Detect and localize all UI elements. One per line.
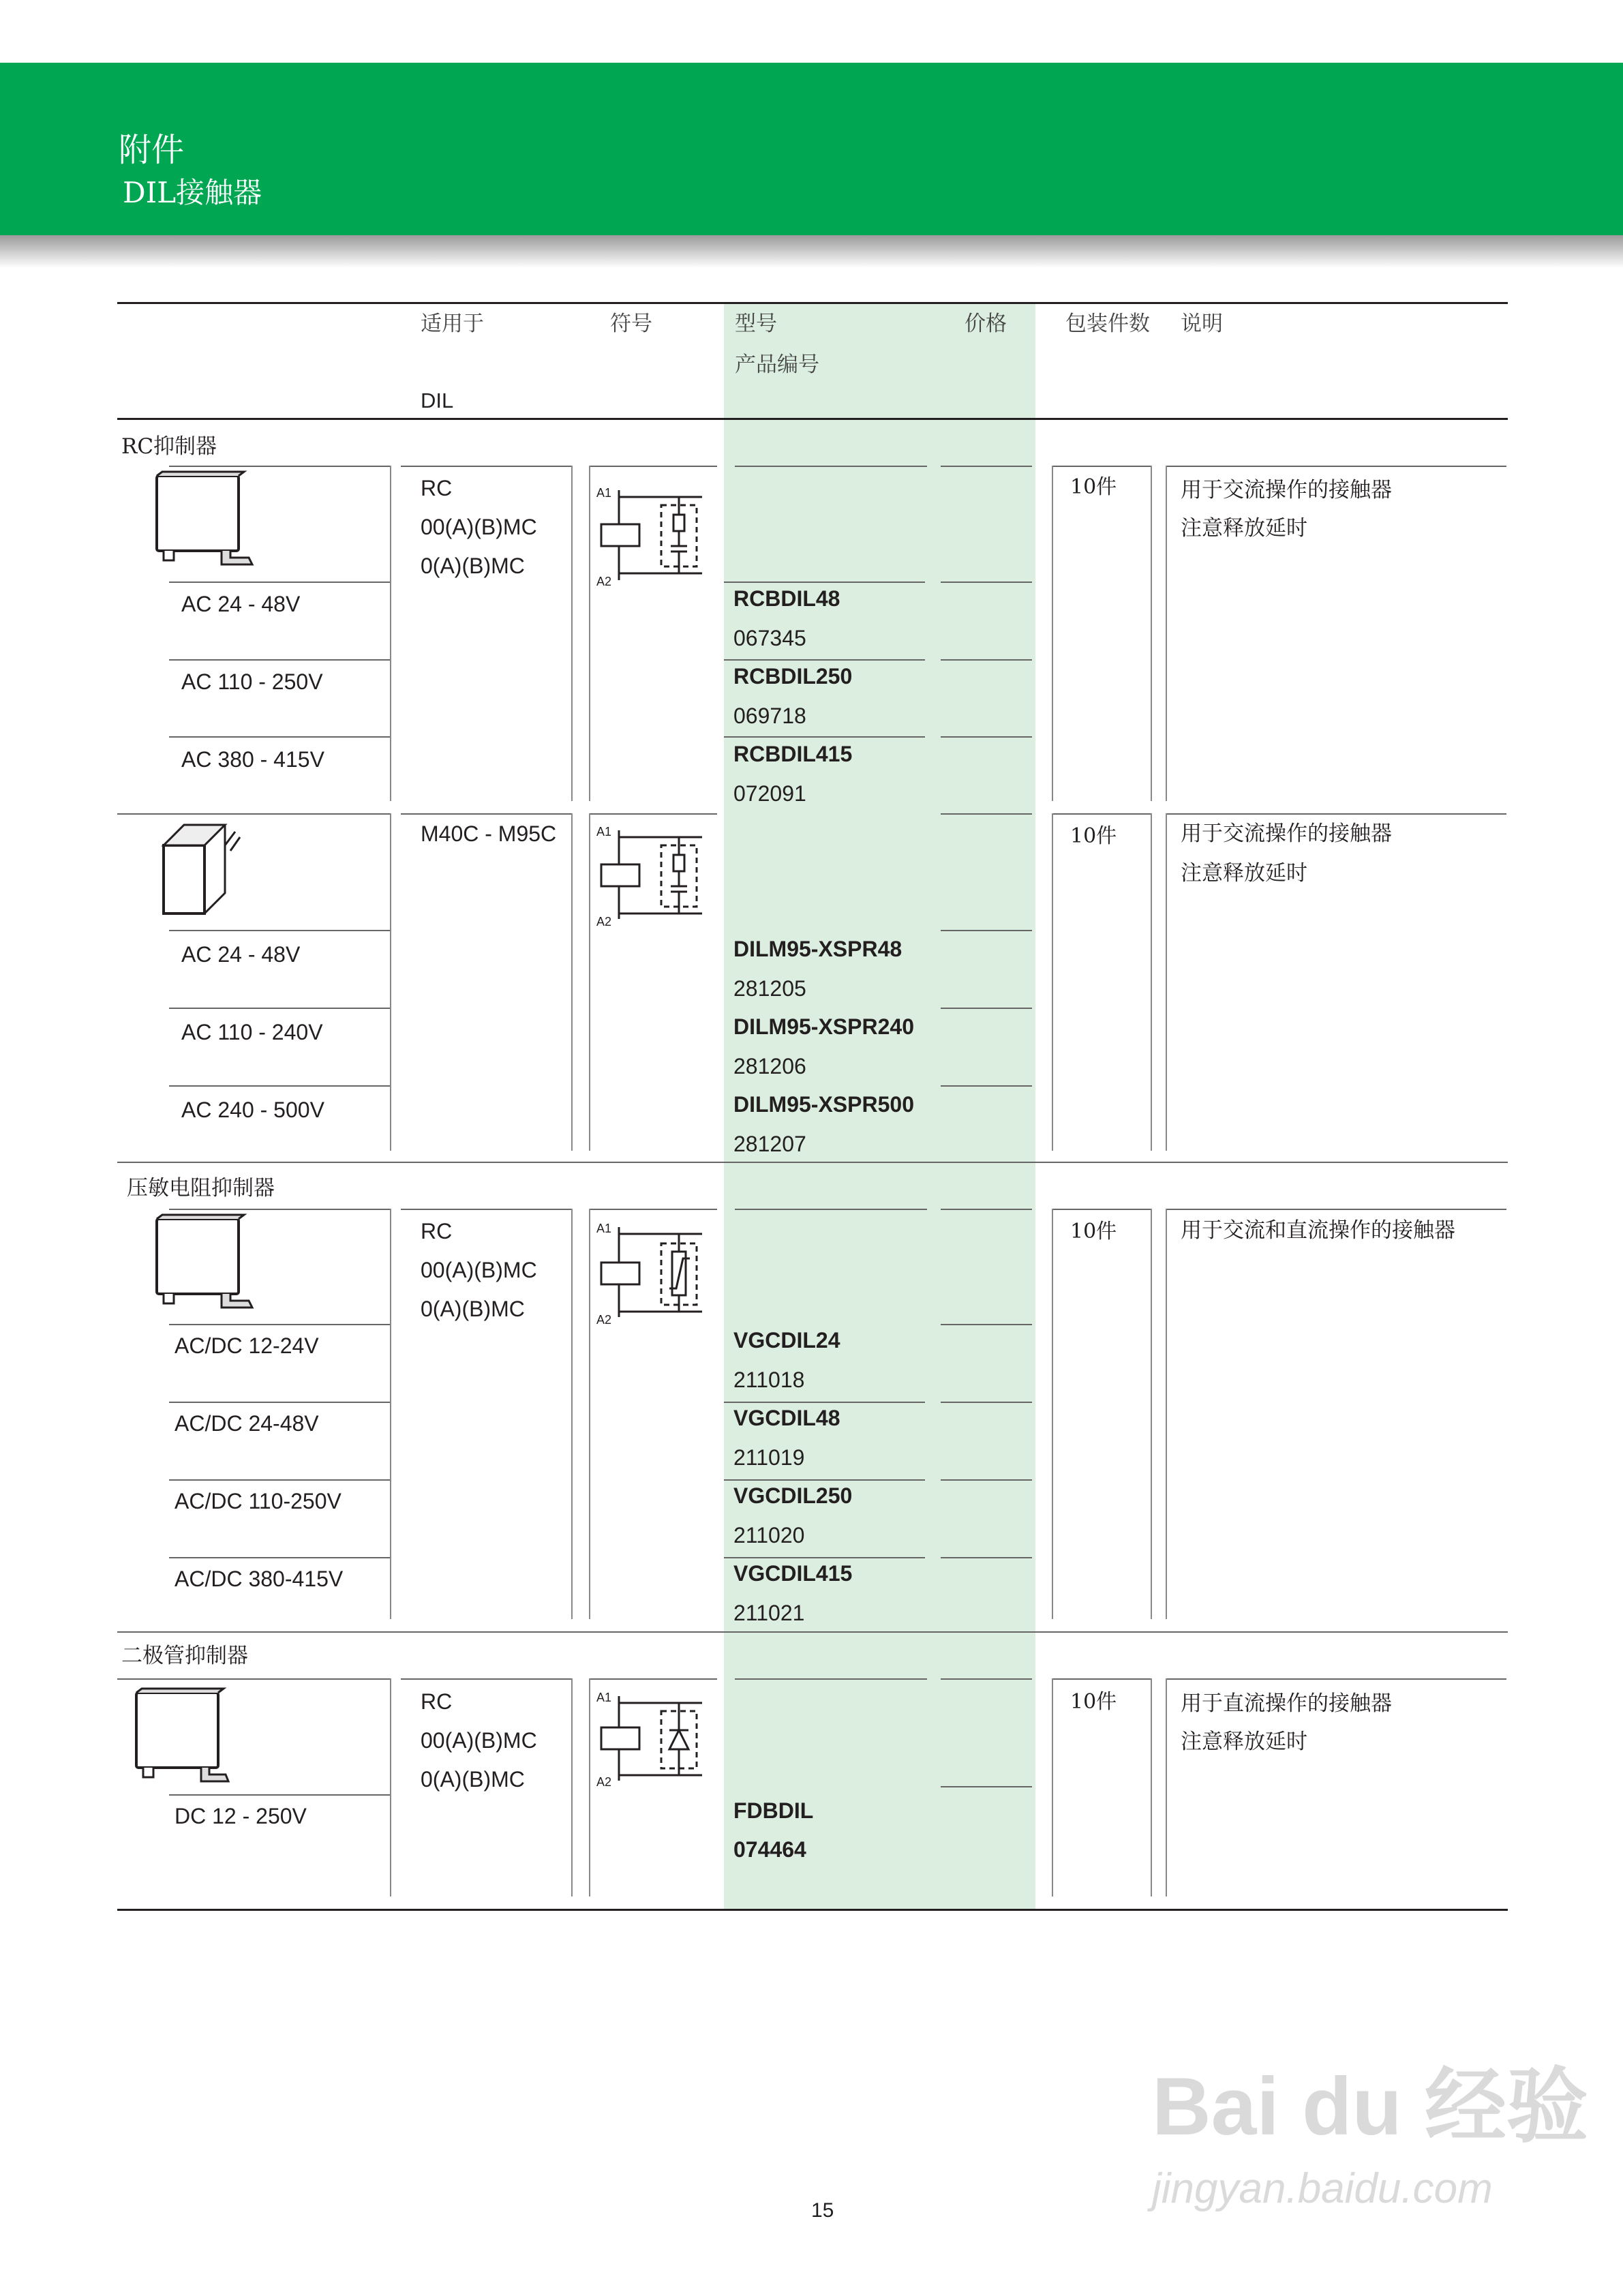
divider	[1166, 466, 1506, 467]
model-number: DILM95-XSPR240	[733, 1014, 914, 1039]
watermark-url: jingyan.baidu.com	[1152, 2165, 1493, 2212]
divider	[1052, 1209, 1151, 1210]
pack-qty: 10件	[1070, 475, 1117, 499]
voltage: DC 12 - 250V	[175, 1804, 307, 1828]
divider	[589, 1209, 590, 1619]
divider	[590, 466, 717, 467]
product-code: 281207	[733, 1132, 806, 1156]
divider	[941, 1402, 1032, 1403]
divider	[401, 1678, 571, 1680]
model-number: VGCDIL250	[733, 1483, 853, 1508]
voltage: AC/DC 110-250V	[175, 1489, 342, 1513]
divider	[941, 1324, 1032, 1325]
divider	[724, 659, 925, 661]
divider	[169, 659, 390, 661]
divider	[1166, 466, 1167, 801]
divider	[1166, 1209, 1167, 1619]
svg-text:A2: A2	[596, 1313, 612, 1327]
applies-to: 0(A)(B)MC	[421, 554, 525, 578]
pack-qty: 10件	[1070, 824, 1117, 848]
divider	[169, 1402, 390, 1403]
applies-to: 00(A)(B)MC	[421, 515, 537, 539]
divider	[571, 813, 573, 1151]
divider	[941, 1008, 1032, 1009]
section-title: 二极管抑制器	[121, 1644, 248, 1668]
divider	[590, 1209, 717, 1210]
divider	[941, 813, 1032, 815]
model-number: RCBDIL250	[733, 664, 853, 689]
description: 用于交流操作的接触器	[1181, 821, 1392, 846]
divider	[724, 1402, 925, 1403]
divider	[390, 1209, 391, 1619]
col-symbol: 符号	[610, 312, 652, 336]
svg-text:A2: A2	[596, 575, 612, 588]
product-code: 211020	[733, 1523, 805, 1547]
header-band	[0, 63, 1623, 235]
divider	[941, 930, 1032, 931]
varistor-suppressor-image	[150, 1213, 273, 1316]
model-number: FDBDIL	[733, 1798, 814, 1823]
spr-suppressor-image	[157, 818, 245, 927]
divider	[589, 466, 590, 801]
model-number: VGCDIL24	[733, 1328, 840, 1353]
divider	[117, 813, 390, 815]
divider	[401, 813, 571, 815]
voltage: AC 380 - 415V	[181, 747, 324, 772]
divider	[1052, 466, 1053, 801]
svg-text:A1: A1	[596, 486, 612, 500]
divider	[941, 581, 1032, 583]
rc-suppressor-image	[150, 470, 273, 573]
divider	[571, 466, 573, 801]
divider	[1052, 1678, 1151, 1680]
model-number: VGCDIL48	[733, 1406, 840, 1430]
col-price: 价格	[965, 312, 1007, 336]
divider	[1166, 1678, 1506, 1680]
model-number: RCBDIL48	[733, 586, 840, 611]
col-model: 型号	[735, 312, 777, 336]
divider	[571, 1678, 573, 1897]
divider	[1166, 1209, 1506, 1210]
divider	[590, 1678, 717, 1680]
diode-circuit-symbol-icon	[593, 1689, 716, 1792]
divider	[117, 1678, 390, 1680]
voltage: AC 24 - 48V	[181, 942, 301, 967]
svg-text:A1: A1	[596, 825, 612, 839]
divider	[117, 1631, 1508, 1633]
divider	[169, 1209, 390, 1210]
divider	[571, 1209, 573, 1619]
description: 用于交流操作的接触器	[1181, 478, 1392, 502]
voltage: AC/DC 24-48V	[175, 1411, 319, 1436]
divider	[1052, 813, 1151, 815]
divider	[169, 1008, 390, 1009]
voltage: AC 24 - 48V	[181, 592, 301, 616]
svg-text:A1: A1	[596, 1691, 612, 1704]
divider	[1052, 813, 1053, 1151]
product-code: 072091	[733, 781, 806, 806]
svg-text:A1: A1	[596, 1222, 612, 1235]
divider	[390, 813, 391, 1151]
description: 注意释放延时	[1181, 516, 1307, 541]
divider	[724, 736, 925, 738]
page-title: 附件	[119, 131, 185, 169]
applies-to: M40C - M95C	[421, 821, 557, 846]
divider	[590, 813, 717, 815]
divider	[1052, 466, 1151, 467]
watermark-logo: Bai du 经验	[1152, 2061, 1589, 2152]
section-title: RC抑制器	[121, 434, 217, 459]
page-number: 15	[811, 2199, 834, 2222]
product-code: 067345	[733, 626, 806, 650]
col-product-no: 产品编号	[735, 352, 819, 377]
divider	[941, 1786, 1032, 1787]
product-code: 281205	[733, 976, 806, 1001]
divider	[390, 1678, 391, 1897]
divider	[117, 1162, 1508, 1163]
divider	[1166, 1678, 1167, 1897]
divider	[390, 466, 391, 801]
table-bottom-rule	[117, 1909, 1508, 1911]
varistor-circuit-symbol-icon	[593, 1220, 716, 1329]
divider	[1151, 813, 1152, 1151]
divider	[735, 1209, 927, 1210]
divider	[169, 1557, 390, 1558]
applies-to: 0(A)(B)MC	[421, 1767, 525, 1792]
divider	[1052, 1209, 1053, 1619]
divider	[589, 1678, 590, 1897]
applies-to: RC	[421, 476, 453, 500]
voltage: AC 110 - 250V	[181, 669, 323, 694]
divider	[169, 1479, 390, 1481]
divider	[941, 1479, 1032, 1481]
rc-circuit-symbol-icon	[593, 824, 716, 933]
product-code: 069718	[733, 704, 806, 728]
divider	[169, 1324, 390, 1325]
divider	[941, 466, 1032, 467]
svg-text:A2: A2	[596, 915, 612, 928]
divider	[1166, 813, 1506, 815]
header-shadow	[0, 235, 1623, 268]
divider	[401, 1209, 571, 1210]
voltage: AC/DC 12-24V	[175, 1333, 319, 1358]
divider	[1052, 1678, 1053, 1897]
divider	[724, 1557, 925, 1558]
voltage: AC 240 - 500V	[181, 1098, 324, 1122]
divider	[1151, 466, 1152, 801]
voltage: AC 110 - 240V	[181, 1020, 323, 1044]
model-number: DILM95-XSPR500	[733, 1092, 914, 1117]
divider	[941, 736, 1032, 738]
col-pack-qty: 包装件数	[1065, 312, 1150, 336]
applies-to: 00(A)(B)MC	[421, 1258, 537, 1282]
divider	[169, 581, 390, 583]
divider	[589, 813, 590, 1151]
col-applies-to-sub: DIL	[421, 389, 454, 412]
description: 注意释放延时	[1181, 861, 1307, 886]
divider	[169, 1085, 390, 1087]
divider	[1166, 813, 1167, 1151]
rc-circuit-symbol-icon	[593, 481, 716, 590]
description: 用于直流操作的接触器	[1181, 1691, 1392, 1716]
applies-to: 00(A)(B)MC	[421, 1728, 537, 1753]
product-code: 211019	[733, 1445, 805, 1470]
divider	[941, 1557, 1032, 1558]
description: 注意释放延时	[1181, 1729, 1307, 1754]
divider	[169, 736, 390, 738]
divider	[401, 466, 571, 467]
divider	[941, 659, 1032, 661]
product-code: 074464	[733, 1837, 806, 1862]
model-number: DILM95-XSPR48	[733, 937, 902, 961]
divider	[941, 1085, 1032, 1087]
product-code: 211021	[733, 1601, 805, 1625]
col-applies-to: 适用于	[421, 312, 484, 336]
divider	[169, 930, 390, 931]
applies-to: 0(A)(B)MC	[421, 1297, 525, 1321]
model-number: VGCDIL415	[733, 1561, 853, 1586]
divider	[1151, 1678, 1152, 1897]
divider	[941, 1209, 1032, 1210]
description: 用于交流和直流操作的接触器	[1181, 1218, 1455, 1243]
page-subtitle: DIL接触器	[123, 176, 262, 209]
divider	[169, 1794, 390, 1796]
section-title: 压敏电阻抑制器	[127, 1176, 275, 1200]
table-header-rule	[117, 418, 1508, 420]
pack-qty: 10件	[1070, 1690, 1117, 1714]
divider	[735, 1678, 927, 1680]
model-number: RCBDIL415	[733, 742, 853, 766]
divider	[735, 466, 927, 467]
divider	[724, 1479, 925, 1481]
divider	[169, 466, 390, 467]
svg-text:A2: A2	[596, 1775, 612, 1789]
table-top-rule	[117, 302, 1508, 304]
product-code: 281206	[733, 1054, 806, 1078]
applies-to: RC	[421, 1219, 453, 1243]
col-description: 说明	[1181, 312, 1223, 336]
divider	[724, 581, 925, 583]
voltage: AC/DC 380-415V	[175, 1567, 344, 1591]
product-code: 211018	[733, 1368, 805, 1392]
diode-suppressor-image	[133, 1687, 242, 1789]
divider	[941, 1678, 1032, 1680]
divider	[1151, 1209, 1152, 1619]
pack-qty: 10件	[1070, 1220, 1117, 1243]
applies-to: RC	[421, 1689, 453, 1714]
